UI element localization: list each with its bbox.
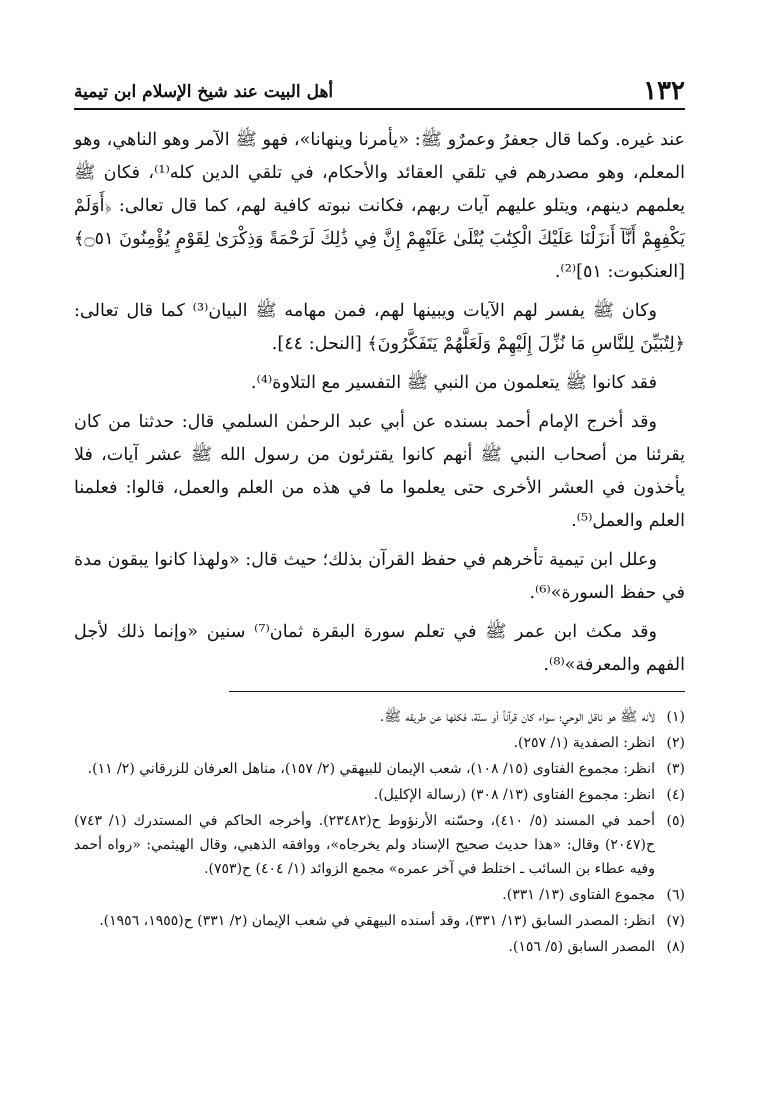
paragraph: وقد أخرج الإمام أحمد بسنده عن أبي عبد الرحمٰن السلمي قال: حدثنا من كان يقرئنا من أصحاب النبي ﷺ أنهم كانوا يقترئون من رسول الله ﷺ عشر آيات، فلا يأخذون في العشر الأخرى حتى يعلموا ما في هذه من العلم والعمل، قالوا: فعلمنا العلم والعمل⁽⁵⁾. [74, 412, 685, 531]
footnote [74, 783, 685, 807]
footnote-number: (٨) [666, 939, 685, 955]
paragraph: عند غيره. وكما قال جعفرُ وعمرٌو ﷺ: «يأمرنا وينهانا»، فهو ﷺ الآمر وهو الناهي، وهو المعلم، وهو مصدرهم في تلقي العقائد والأحكام، في تلقي الدين كله⁽¹⁾، فكان ﷺ يعلمهم دينهم، ويتلو عليهم آيات ربهم، فكانت نبوته كافية لهم، كما قال تعالى: ﴿أَوَلَمْ يَكْفِهِمْ أَنَّآ أَنزَلْنَا عَلَيْكَ الْكِتَٰبَ يُتْلَىٰ عَلَيْهِمْ إِنَّ فِي ذَٰلِكَ لَرَحْمَةً وَذِكْرَىٰ لِقَوْمٍ يُؤْمِنُونَ ۝٥١﴾ [العنكبوت: ٥١]⁽²⁾. [74, 130, 685, 282]
page-header [74, 68, 685, 110]
footnote-divider [229, 691, 685, 692]
footnotes [74, 705, 685, 961]
footnote-number: (٧) [666, 913, 685, 929]
footnote-text: المصدر السابق (٥/ ١٥٦). [508, 939, 655, 955]
footnote-number: (٢) [666, 735, 685, 751]
footnote [74, 705, 685, 729]
footnote-text: انظر: المصدر السابق (١٣/ ٣٣١)، وقد أسنده البيهقي في شعب الإيمان (٢/ ٣٣١) ح(١٩٥٥، ١٩٥٦). [99, 913, 655, 929]
running-title: أهل البيت عند شيخ الإسلام ابن تيمية [74, 82, 334, 102]
footnote-number: (٣) [666, 761, 685, 777]
footnote-text: لأنه ﷺ هو ناقل الوحي؛ سواء كان قرآناً أو سنّة، فكلها عن طريقه ﷺ. [379, 709, 655, 725]
footnote-number: (٤) [666, 787, 685, 803]
footnote [74, 935, 685, 959]
footnote [74, 731, 685, 755]
paragraph: وعلل ابن تيمية تأخرهم في حفظ القرآن بذلك؛ حيث قال: «ولهذا كانوا يبقون مدة في حفظ السورة»⁽⁶⁾. [74, 550, 685, 603]
footnote-text: مجموع الفتاوى (١٣/ ٣٣١). [502, 887, 655, 903]
footnote-number: (٦) [666, 887, 685, 903]
footnote-text: انظر: الصفدية (١/ ٢٥٧). [513, 735, 655, 751]
footnote [74, 883, 685, 907]
paragraph: وكان ﷺ يفسر لهم الآيات ويبينها لهم، فمن مهامه ﷺ البيان⁽³⁾ كما قال تعالى: ﴿لِتُبَيِّنَ لِلنَّاسِ مَا نُزِّلَ إِلَيْهِمْ وَلَعَلَّهُمْ يَتَفَكَّرُونَ﴾ [النحل: ٤٤]. [74, 301, 685, 354]
page-number: ١٣٢ [643, 76, 685, 106]
footnote [74, 757, 685, 781]
footnote-number: (٥) [666, 813, 685, 829]
main-text [74, 124, 685, 688]
paragraph: فقد كانوا ﷺ يتعلمون من النبي ﷺ التفسير مع التلاوة⁽⁴⁾. [250, 373, 657, 393]
footnote-text: انظر: مجموع الفتاوى (١٥/ ١٠٨)، شعب الإيمان للبيهقي (٢/ ١٥٧)، مناهل العرفان للزرقاني (٢/ ١١). [87, 761, 655, 777]
footnote [74, 909, 685, 933]
footnote-text: أحمد في المسند (٥/ ٤١٠)، وحسّنه الأرنؤوط ح(٢٣٤٨٢). وأخرجه الحاكم في المستدرك (١/ ٧٤٣) ح(٢٠٤٧) وقال: «هذا حديث صحيح الإسناد ولم يخرجاه»، ووافقه الذهبي، وقال الهيثمي: «رواه أحمد وفيه عطاء بن السائب ـ اختلط في آخر عمره» مجمع الزوائد (١/ ٤٠٤) ح(٧٥٣). [74, 813, 655, 877]
footnote-text: انظر: مجموع الفتاوى (١٣/ ٣٠٨) (رسالة الإكليل). [373, 787, 655, 803]
footnote-number: (١) [666, 709, 685, 725]
footnote [74, 809, 685, 881]
paragraph: وقد مكث ابن عمر ﷺ في تعلم سورة البقرة ثمان⁽⁷⁾ سنين «وإنما ذلك لأجل الفهم والمعرفة»⁽⁸⁾. [74, 622, 685, 675]
